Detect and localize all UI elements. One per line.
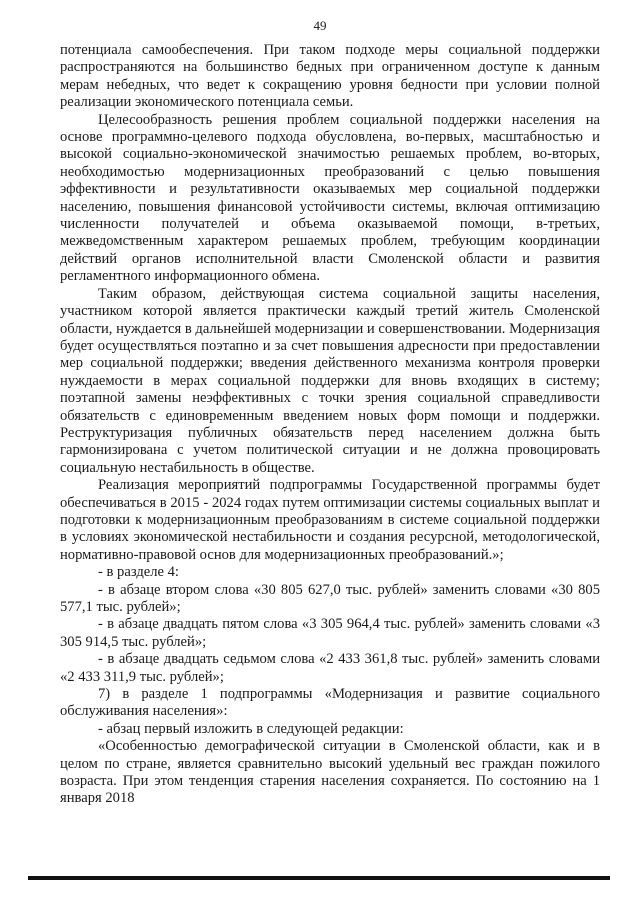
paragraph: - в абзаце двадцать седьмом слова «2 433 361,8 тыс. рублей» заменить словами «2 433 311,9 тыс. рублей»;	[60, 651, 600, 685]
paragraph: - в абзаце втором слова «30 805 627,0 тыс. рублей» заменить словами «30 805 577,1 тыс. рублей»;	[60, 581, 600, 615]
paragraph: 7) в разделе 1 подпрограммы «Модернизация и развитие социального обслуживания населения»:	[60, 686, 600, 720]
paragraph: потенциала самообеспечения. При таком подходе меры социальной поддержки распространяются на большинство бедных при ограниченном доступе к данным мерам небедных, что ведет к сокращению уровня бедности при условии полной реализации экономического потенциала семьи.	[60, 42, 600, 111]
paragraph: «Особенностью демографической ситуации в Смоленской области, как и в целом по стране, является сравнительно высокий удельный вес граждан пожилого возраста. При этом тенденция старения населения сохраняется. По состоянию на 1 января 2018	[60, 738, 600, 807]
paragraph: - абзац первый изложить в следующей редакции:	[98, 720, 404, 737]
document-body	[60, 42, 600, 808]
paragraph: - в абзаце двадцать пятом слова «3 305 964,4 тыс. рублей» заменить словами «3 305 914,5 тыс. рублей»;	[60, 616, 600, 650]
paragraph: Реализация мероприятий подпрограммы Государственной программы будет обеспечиваться в 2015 - 2024 годах путем оптимизации системы социальных выплат и подготовки к модернизационным преобразованиям в системе социальной поддержки в условиях экономической нестабильности и создания ресурсной, методологической, нормативно-правовой основ для модернизационных преобразований.»;	[60, 477, 600, 563]
scan-edge-divider	[28, 876, 610, 880]
paragraph: Целесообразность решения проблем социальной поддержки населения на основе программно-целевого подхода обусловлена, во-первых, масштабностью и высокой социально-экономической значимостью решаемых проблем, во-вторых, необходимостью модернизационных преобразований с целью повышения эффективности и результативности оказываемых мер социальной поддержки населению, повышения финансовой устойчивости системы, включая оптимизацию численности получателей и объема оказываемой помощи, в-третьих, межведомственным характером решаемых проблем, требующим координации действий органов исполнительной власти Смоленской области и развития регламентного информационного обмена.	[60, 111, 600, 285]
page-number: 49	[313, 18, 327, 33]
paragraph: Таким образом, действующая система социальной защиты населения, участником которой является практически каждый третий житель Смоленской области, нуждается в дальнейшей модернизации и совершенствовании. Модернизация будет осуществляться поэтапно и за счет повышения адресности при предоставлении мер социальной поддержки; введения действенного механизма контроля проверки нуждаемости в мерах социальной поддержки для вновь входящих в систему; поэтапной замены неэффективных с точки зрения социальной справедливости обязательств с единовременным введением новых форм помощи и поддержки. Реструктуризация публичных обязательств перед населением должна быть гармонизирована с учетом политической ситуации и не должна провоцировать социальную нестабильность в обществе.	[60, 285, 600, 476]
paragraph: - в разделе 4:	[98, 564, 179, 581]
